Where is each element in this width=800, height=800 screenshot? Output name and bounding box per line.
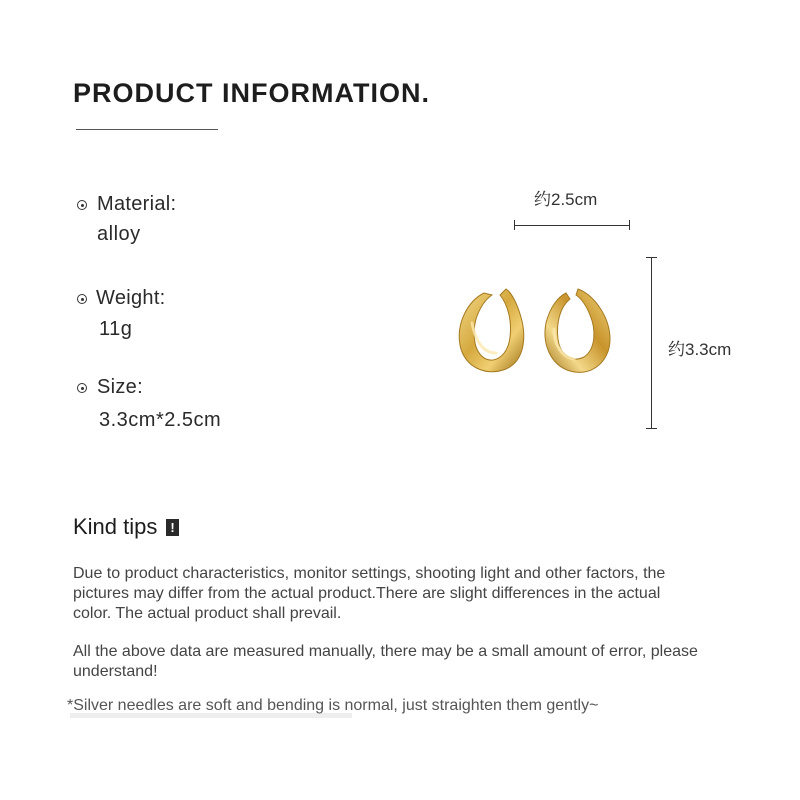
spec-size-label: Size:: [97, 376, 143, 398]
width-dimension-tick: [514, 220, 515, 230]
height-dimension-tick: [646, 257, 657, 258]
tips-paragraph-1: [73, 564, 733, 624]
right-earring: [545, 289, 610, 372]
width-dimension-tick: [629, 220, 630, 230]
text-line: color. The actual product shall prevail.: [73, 605, 342, 622]
title-underline: [76, 129, 218, 130]
bullet-icon: [77, 294, 87, 304]
width-dimension-label: 约2.5cm: [534, 190, 598, 209]
bullet-icon: [77, 383, 87, 393]
text-line: Due to product characteristics, monitor settings, shooting light and other factors, the: [73, 565, 666, 582]
tips-paragraph-2: [73, 642, 733, 682]
text-line: pictures may differ from the actual product.There are slight differences in the actual: [73, 585, 661, 602]
spec-material-value: alloy: [97, 223, 141, 245]
height-dimension-line: [651, 257, 652, 429]
tips-heading: Kind tips: [73, 514, 158, 539]
bullet-icon: [77, 200, 87, 210]
height-dimension-label: 约3.3cm: [668, 340, 732, 359]
text-line: All the above data are measured manually, there may be a small amount of error, please: [73, 643, 698, 660]
earrings-product-image: [450, 283, 620, 383]
warning-icon: !: [166, 519, 179, 536]
page-title: PRODUCT INFORMATION.: [73, 78, 430, 108]
spec-weight-label: Weight:: [96, 287, 166, 309]
spec-weight-value: 11g: [99, 318, 133, 340]
width-dimension-line: [514, 225, 630, 226]
silver-needle-note: *Silver needles are soft and bending is normal, just straighten them gently~: [67, 697, 599, 714]
text-line: understand!: [73, 663, 158, 680]
height-dimension-tick: [646, 428, 657, 429]
spec-material-label: Material:: [97, 193, 177, 215]
left-earring: [459, 289, 524, 372]
spec-size-value: 3.3cm*2.5cm: [99, 409, 222, 431]
